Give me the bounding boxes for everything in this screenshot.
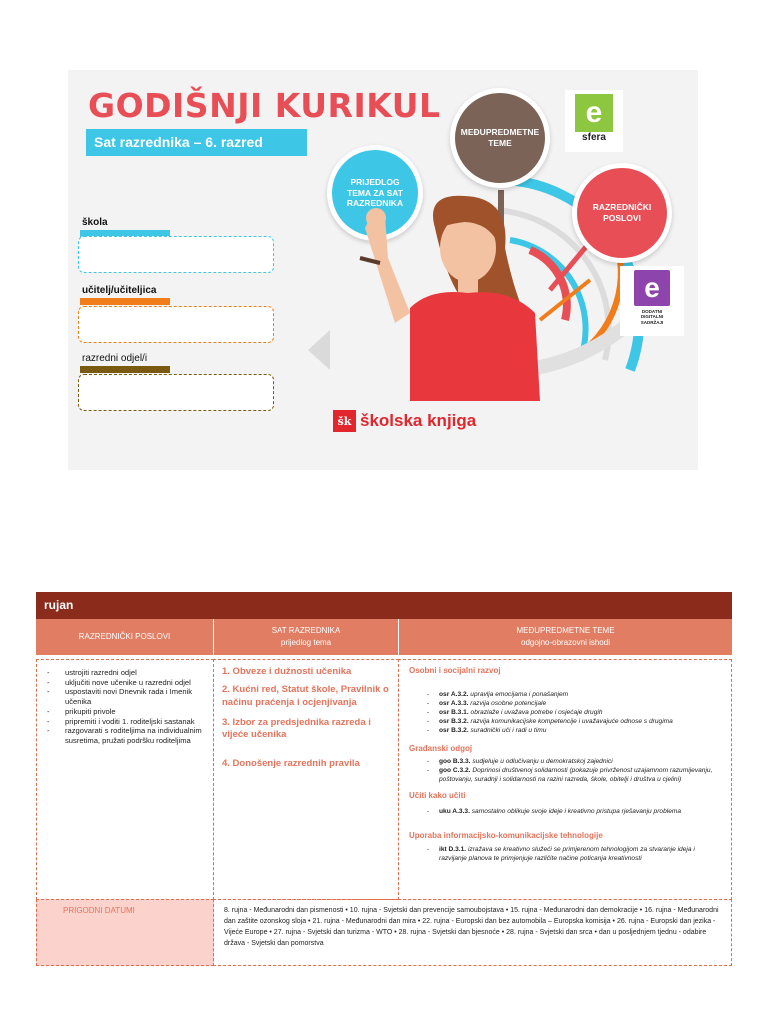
list-item: - razgovarati s roditeljima na individualnim susretima, pružati podršku roditeljima <box>43 726 207 745</box>
cell-medupredmetne <box>398 659 732 900</box>
topic-4: 4. Donošenje razrednih pravila <box>222 757 360 769</box>
teacher-label: učitelj/učiteljica <box>82 285 157 296</box>
outcome-item: - osr B.3.2. razvija komunikacijske kompetencije i uvažavajuće odnose s drugima <box>409 718 721 727</box>
sk-logo-icon: šk <box>333 410 356 432</box>
list-item: - uključiti nove učenike u razredni odjel <box>43 678 207 688</box>
section-ikt-list <box>409 846 721 864</box>
section-heading: Građanski odgoj <box>409 744 473 754</box>
dodatni-sadrzaji-logo <box>620 266 684 336</box>
cover-title: GODIŠNJI KURIKUL <box>88 86 441 125</box>
school-label: škola <box>82 217 108 228</box>
month-header: rujan <box>36 592 732 619</box>
class-underline <box>80 366 170 373</box>
curriculum-table <box>36 592 732 966</box>
circle-razrednicki: RAZREDNIČKI POSLOVI <box>572 163 672 263</box>
header-sat-razrednika-sub: prijedlog tema <box>280 638 332 647</box>
class-label: razredni odjel/i <box>82 353 148 364</box>
teacher-underline <box>80 298 170 305</box>
section-osr-list <box>409 691 721 735</box>
list-item: - prikupiti privole <box>43 707 207 717</box>
section-heading: Osobni i socijalni razvoj <box>409 666 501 675</box>
esfera-logo <box>565 90 623 152</box>
topic-1: 1. Obveze i dužnosti učenika <box>222 666 352 677</box>
cell-sat-razrednika <box>213 659 399 900</box>
school-field[interactable] <box>78 236 274 273</box>
publisher-name: školska knjiga <box>360 411 477 430</box>
publisher-logo <box>333 410 476 432</box>
topic-3: 3. Izbor za predsjednika razreda i vijeće učenika <box>222 717 371 741</box>
poslovi-list <box>43 668 207 746</box>
header-sat-razrednika <box>214 619 398 655</box>
section-heading: Učiti kako učiti <box>409 791 466 801</box>
cover-subtitle: Sat razrednika – 6. razred <box>86 129 307 156</box>
cell-prigodni-text <box>213 899 732 966</box>
teacher-field[interactable] <box>78 306 274 343</box>
esfera-e-icon: e <box>575 94 613 132</box>
circle-prijedlog: PRIJEDLOG TEMA ZA SAT RAZREDNIKA <box>327 145 423 241</box>
outcome-item: - osr B.3.2. suradnički uči i radi u timu <box>409 727 721 736</box>
header-medupredmetne-title: MEĐUPREDMETNE TEME <box>516 626 615 635</box>
cell-razrednicki-poslovi <box>36 659 214 900</box>
section-heading: Uporaba informacijsko-komunikacijske tehnologije <box>409 831 603 841</box>
list-item: - ustrojiti razredni odjel <box>43 668 207 678</box>
outcome-item: - osr A.3.3. razvija osobne potencijale <box>409 700 721 709</box>
outcome-item: - ikt D.3.1. izražava se kreativno služeći se primjerenom tehnologijom za stvaranje ideja i razvijanje planova te primjenjuje različite načine poticanja kreativnosti <box>409 846 721 864</box>
dodatni-e-icon: e <box>634 270 670 306</box>
dodatni-label: DODATNI DIGITALNI SADRŽAJI <box>640 309 664 325</box>
prigodni-text: 8. rujna - Međunarodni dan pismenosti • 10. rujna - Svjetski dan prevencije samoubojstava • 15. rujna - Međunarodni dan demokracije • 16. rujna - Međunarodni dan zaštite ozonskog sloja • 21. rujna - Međunarodni dan mira • 22. rujna - Europski dan bez automobila – Europska komisija • 26. rujna - Europski dan jezika - Vijeće Europe • 27. rujna - Svjetski dan turizma - WTO • 28. rujna - Svjetski dan bjesnoće • 28. rujna - Svjetski dan srca • dan u posljednjem tjednu - odabire država - Svjetski dan pomorstva <box>224 907 719 947</box>
outcome-item: - goo B.3.3. sudjeluje u odlučivanju u demokratskoj zajednici <box>409 758 721 767</box>
cell-prigodni-label <box>36 899 214 966</box>
topic-2: 2. Kućni red, Statut škole, Pravilnik o načinu praćenja i ocjenjivanja <box>222 684 389 708</box>
outcome-item: - goo C.3.2. Doprinosi društvenoj solidarnosti (pokazuje privrženost uzajamnom razumijevanju, poštovanju, suradnji i solidarnosti na razini razreda, škole, obitelji i društva u cjelini) <box>409 767 721 785</box>
outcome-item: - uku A.3.3. samostalno oblikuje svoje ideje i kreativno pristupa rješavanju problema <box>409 808 721 817</box>
header-medupredmetne <box>399 619 732 655</box>
header-sat-razrednika-title: SAT RAZREDNIKA <box>271 626 341 635</box>
student-photo <box>340 188 570 401</box>
outcome-item: - osr A.3.2. upravlja emocijama i ponašanjem <box>409 691 721 700</box>
header-medupredmetne-sub: odgojno-obrazovni ishodi <box>521 638 610 647</box>
header-razrednicki-poslovi: RAZREDNIČKI POSLOVI <box>36 619 213 655</box>
circle-medupredmetne: MEĐUPREDMETNE TEME <box>450 88 550 188</box>
class-field[interactable] <box>78 374 274 411</box>
esfera-label: sfera <box>582 132 606 143</box>
prigodni-label: PRIGODNI DATUMI <box>63 906 135 915</box>
outcome-item: - osr B.3.1. obrazlaže i uvažava potrebe i osjećaje drugih <box>409 709 721 718</box>
section-uku-list <box>409 808 721 817</box>
list-item: - uspostaviti novi Dnevnik rada i Imenik učenika <box>43 687 207 706</box>
section-goo-list <box>409 758 721 785</box>
list-item: - pripremiti i voditi 1. roditeljski sastanak <box>43 717 207 727</box>
